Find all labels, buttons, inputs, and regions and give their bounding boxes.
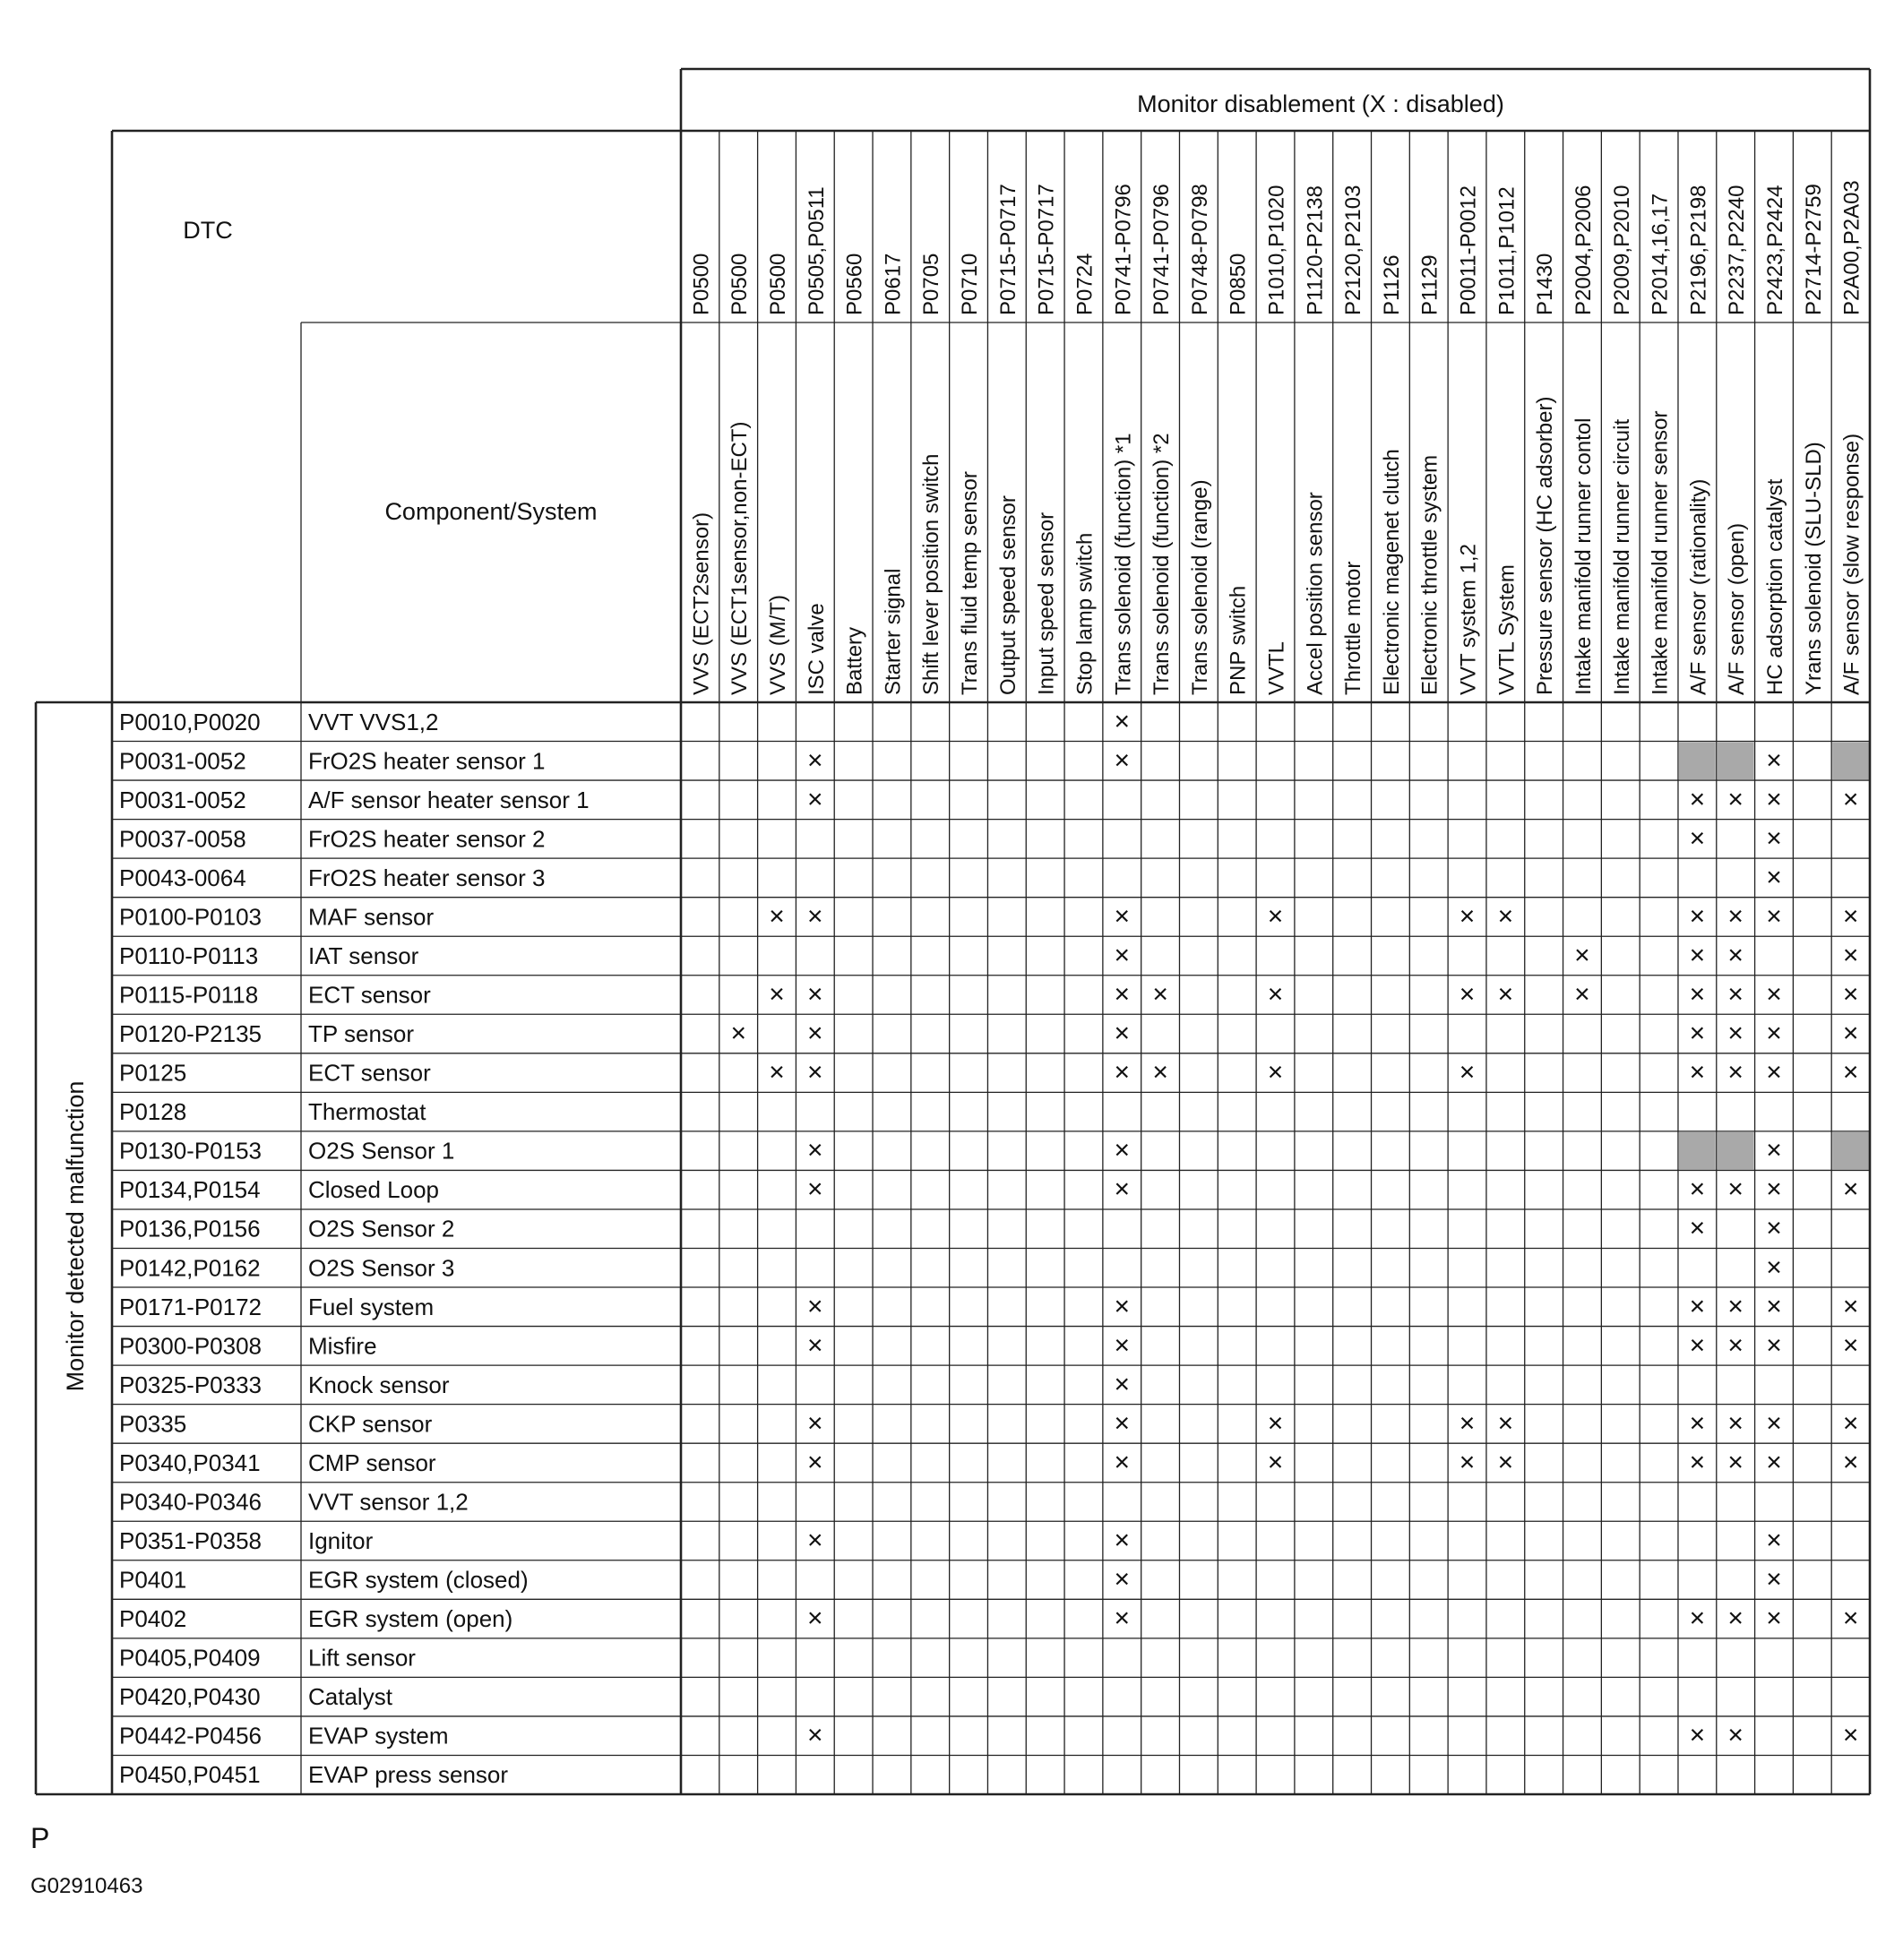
row-dtc: P0405,P0409 [119,1644,261,1672]
column-component: VVS (M/T) [766,595,791,695]
column-dtc: P0505,P0511 [804,186,829,315]
shaded-cell [1718,743,1754,780]
disabled-mark: × [807,784,823,814]
disabled-mark: × [1727,979,1744,1010]
disabled-mark: × [1114,1019,1131,1049]
row-component: O2S Sensor 2 [308,1215,455,1242]
row-dtc: P0125 [119,1059,187,1087]
column-component: VVTL [1264,640,1289,695]
column-dtc: P0850 [1226,253,1251,315]
disabled-mark: × [1689,1213,1706,1243]
row-component: ECT sensor [308,1059,431,1087]
disabled-mark: × [1689,940,1706,970]
column-dtc: P0748-P0798 [1187,184,1212,315]
disabled-mark: × [1114,706,1131,736]
column-component: VVS (ECT1sensor,non-ECT) [728,421,753,695]
disabled-mark: × [1766,1603,1782,1634]
row-dtc: P0401 [119,1566,187,1594]
disabled-mark: × [730,1019,746,1049]
disabled-mark: × [1114,1526,1131,1556]
disabled-mark: × [1114,940,1131,970]
disabled-mark: × [1497,1408,1514,1439]
column-component: PNP switch [1226,585,1251,695]
row-dtc: P0142,P0162 [119,1254,261,1282]
row-component: EGR system (open) [308,1605,513,1633]
disabled-mark: × [1842,901,1859,932]
row-dtc: P0351-P0358 [119,1527,263,1555]
disabled-mark: × [1842,1291,1859,1321]
disabled-mark: × [1689,1408,1706,1439]
row-component: Knock sensor [308,1371,450,1398]
row-component: Closed Loop [308,1176,439,1204]
column-dtc: P2237,P2240 [1725,185,1750,315]
disabled-mark: × [807,1447,823,1477]
column-component: A/F sensor (rationality) [1686,478,1711,695]
column-dtc: P0741-P0796 [1150,184,1175,315]
column-component: Stop lamp switch [1072,532,1098,695]
disabled-mark: × [1689,1057,1706,1087]
row-dtc: P0335 [119,1410,187,1438]
section-letter: P [30,1822,50,1854]
disabled-mark: × [1459,1057,1476,1087]
column-dtc: P2423,P2424 [1762,185,1787,315]
column-dtc: P1129 [1417,254,1442,315]
disabled-mark: × [1114,901,1131,932]
disabled-mark: × [807,901,823,932]
disabled-mark: × [807,1408,823,1439]
row-dtc: P0300-P0308 [119,1332,263,1360]
disabled-mark: × [1727,1447,1744,1477]
disabled-mark: × [1727,1019,1744,1049]
disabled-mark: × [1114,1135,1131,1165]
column-dtc: P0715-P0717 [1034,184,1059,315]
row-dtc: P0420,P0430 [119,1683,261,1711]
disabled-mark: × [1114,1174,1131,1205]
disabled-mark: × [1766,1291,1782,1321]
row-dtc: P0110-P0113 [119,941,259,969]
disabled-mark: × [1574,940,1590,970]
shaded-cell [1679,1132,1716,1170]
row-component: TP sensor [308,1020,415,1048]
row-dtc: P0402 [119,1605,187,1633]
disabled-mark: × [1766,1252,1782,1283]
row-component: Ignitor [308,1527,374,1555]
disabled-mark: × [1766,1408,1782,1439]
column-dtc: P0705 [919,253,944,315]
disabled-mark: × [1766,1019,1782,1049]
row-component: Catalyst [308,1683,392,1711]
disabled-mark: × [1689,901,1706,932]
row-dtc: P0043-0064 [119,864,246,891]
disabled-mark: × [807,979,823,1010]
column-dtc: P2196,P2198 [1686,185,1711,315]
column-dtc: P0617 [881,253,906,315]
disabled-mark: × [1766,1213,1782,1243]
row-component: MAF sensor [308,903,435,931]
column-component: ISC valve [804,603,829,695]
column-component: Pressure sensor (HC adsorber) [1533,396,1558,695]
column-component: Trans solenoid (range) [1187,479,1212,695]
column-dtc: P0724 [1072,253,1098,315]
disabled-mark: × [1727,1291,1744,1321]
row-component: VVT sensor 1,2 [308,1488,469,1516]
disabled-mark: × [1689,1447,1706,1477]
column-component: HC adsorption catalyst [1762,478,1787,695]
row-dtc: P0120-P2135 [119,1020,263,1048]
disabled-mark: × [1689,1330,1706,1361]
column-component: Throttle motor [1341,561,1366,695]
row-dtc: P0340,P0341 [119,1449,261,1476]
disabled-mark: × [1267,901,1284,932]
column-component: Trans solenoid (function) *1 [1111,433,1136,695]
disabled-mark: × [1459,1408,1476,1439]
disabled-mark: × [807,1135,823,1165]
column-dtc: P0500 [766,253,791,315]
column-dtc: P1010,P1020 [1264,185,1289,315]
column-dtc: P2714-P2759 [1801,184,1826,315]
disabled-mark: × [1842,940,1859,970]
row-component: EVAP press sensor [308,1761,509,1789]
disabled-mark: × [1727,1057,1744,1087]
row-component: IAT sensor [308,941,419,969]
disabled-mark: × [1727,1174,1744,1205]
column-component: Shift lever position switch [919,453,944,695]
disabled-mark: × [1766,1330,1782,1361]
disabled-mark: × [1497,1447,1514,1477]
column-component: Intake manifold runner circuit [1609,418,1634,695]
row-component: A/F sensor heater sensor 1 [308,786,590,813]
column-component: Battery [842,626,867,695]
disabled-mark: × [807,1603,823,1634]
column-component: VVTL System [1494,564,1520,695]
disabled-mark: × [1114,1369,1131,1399]
column-dtc: P0560 [842,253,867,315]
disabled-mark: × [1766,1526,1782,1556]
row-component: Fuel system [308,1293,435,1320]
column-component: Yrans solenoid (SLU-SLD) [1801,442,1826,695]
column-component: A/F sensor (slow response) [1839,433,1864,695]
disabled-mark: × [1727,1408,1744,1439]
disabled-mark: × [1727,1330,1744,1361]
row-dtc: P0442-P0456 [119,1722,263,1749]
column-dtc: P2A00,P2A03 [1839,180,1864,315]
disabled-mark: × [1766,901,1782,932]
disabled-mark: × [1842,1603,1859,1634]
row-component: ECT sensor [308,981,431,1009]
disabled-mark: × [769,979,785,1010]
column-dtc: P2004,P2006 [1571,185,1596,315]
column-dtc: P0011-P0012 [1456,185,1481,315]
disabled-mark: × [1114,1330,1131,1361]
monitor-disablement-title: Monitor disablement (X : disabled) [1137,90,1504,117]
disabled-mark: × [1152,1057,1168,1087]
column-component: Electronic magenet clutch [1379,449,1404,695]
disabled-mark: × [1114,1603,1131,1634]
column-dtc: P1011,P1012 [1494,186,1520,315]
disabled-mark: × [1766,979,1782,1010]
row-component: Misfire [308,1332,377,1360]
disabled-mark: × [1114,1408,1131,1439]
disabled-mark: × [1689,784,1706,814]
column-component: Trans fluid temp sensor [958,471,983,695]
disabled-mark: × [1114,1564,1131,1595]
column-dtc: P1120-P2138 [1303,185,1328,315]
disabled-mark: × [1766,1057,1782,1087]
shaded-cell [1832,743,1869,780]
disabled-mark: × [1689,1291,1706,1321]
disabled-mark: × [1152,979,1168,1010]
disabled-mark: × [1689,979,1706,1010]
disabled-mark: × [1766,862,1782,892]
disabled-mark: × [1842,784,1859,814]
column-dtc: P0500 [689,253,714,315]
disabled-mark: × [769,901,785,932]
disabled-mark: × [1267,979,1284,1010]
column-dtc: P0741-P0796 [1111,184,1136,315]
disabled-mark: × [1842,1330,1859,1361]
disabled-mark: × [1267,1408,1284,1439]
disabled-mark: × [1689,1603,1706,1634]
column-component: A/F sensor (open) [1725,522,1750,695]
row-component: FrO2S heater sensor 2 [308,825,546,853]
row-component: O2S Sensor 1 [308,1137,455,1165]
row-component: VVT VVS1,2 [308,708,439,735]
disabled-mark: × [1689,1019,1706,1049]
disabled-mark: × [1574,979,1590,1010]
shaded-cell [1679,743,1716,780]
row-dtc: P0031-0052 [119,747,246,775]
row-dtc: P0450,P0451 [119,1761,261,1789]
disabled-mark: × [1459,1447,1476,1477]
column-component: Trans solenoid (function) *2 [1150,433,1175,695]
row-component: O2S Sensor 3 [308,1254,455,1282]
disabled-mark: × [807,1526,823,1556]
disabled-mark: × [1689,1174,1706,1205]
row-dtc: P0130-P0153 [119,1137,263,1165]
row-component: FrO2S heater sensor 3 [308,864,546,891]
column-dtc: P2009,P2010 [1609,185,1634,315]
column-dtc: P0710 [958,253,983,315]
row-component: CKP sensor [308,1410,433,1438]
column-component: Electronic throttle system [1417,454,1442,695]
disabled-mark: × [1267,1447,1284,1477]
disabled-mark: × [1459,979,1476,1010]
disabled-mark: × [1766,1135,1782,1165]
row-dtc: P0325-P0333 [119,1371,263,1398]
column-component: VVT system 1,2 [1456,544,1481,695]
disabled-mark: × [807,1291,823,1321]
row-group-label: Monitor detected malfunction [62,1080,89,1392]
disabled-mark: × [1842,1447,1859,1477]
shaded-cell [1832,1132,1869,1170]
column-dtc: P0715-P0717 [995,184,1020,315]
disabled-mark: × [1114,1291,1131,1321]
disabled-mark: × [1727,1720,1744,1750]
disabled-mark: × [1459,901,1476,932]
disabled-mark: × [1114,1447,1131,1477]
disabled-mark: × [1842,979,1859,1010]
disabled-mark: × [807,745,823,776]
disabled-mark: × [1766,1174,1782,1205]
disabled-mark: × [1497,979,1514,1010]
disabled-mark: × [1114,979,1131,1010]
row-dtc: P0128 [119,1098,187,1126]
column-component: Input speed sensor [1034,511,1059,695]
column-component: Intake manifold runner contol [1571,417,1596,695]
disabled-mark: × [1689,823,1706,854]
disabled-mark: × [1766,823,1782,854]
row-dtc: P0136,P0156 [119,1215,261,1242]
column-component: VVS (ECT2sensor) [689,511,714,695]
disabled-mark: × [1114,1057,1131,1087]
column-dtc: P0500 [728,253,753,315]
row-component: EGR system (closed) [308,1566,529,1594]
disabled-mark: × [1842,1057,1859,1087]
row-dtc: P0134,P0154 [119,1176,261,1204]
column-component: Accel position sensor [1303,492,1328,695]
disabled-mark: × [807,1330,823,1361]
disabled-mark: × [1497,901,1514,932]
row-component: CMP sensor [308,1449,436,1476]
disabled-mark: × [1727,901,1744,932]
disabled-mark: × [1727,784,1744,814]
row-component: FrO2S heater sensor 1 [308,747,546,775]
row-component: Lift sensor [308,1644,416,1672]
component-system-header-label: Component/System [384,498,598,525]
disabled-mark: × [1727,940,1744,970]
disabled-mark: × [1842,1019,1859,1049]
row-dtc: P0171-P0172 [119,1293,263,1320]
column-component: Intake manifold runner sensor [1648,410,1673,695]
row-dtc: P0115-P0118 [119,981,259,1009]
row-dtc: P0100-P0103 [119,903,263,931]
figure-id: G02910463 [30,1874,143,1898]
column-dtc: P2120,P2103 [1341,185,1366,315]
dtc-header-label: DTC [183,217,233,244]
disabled-mark: × [807,1019,823,1049]
column-dtc: P2014,16,17 [1648,193,1673,315]
row-dtc: P0340-P0346 [119,1488,263,1516]
disabled-mark: × [1842,1720,1859,1750]
row-component: EVAP system [308,1722,449,1749]
row-dtc: P0031-0052 [119,786,246,813]
disabled-mark: × [1842,1408,1859,1439]
column-component: Output speed sensor [995,495,1020,695]
disabled-mark: × [1766,1447,1782,1477]
disabled-mark: × [1766,1564,1782,1595]
disabled-mark: × [1842,1174,1859,1205]
disabled-mark: × [1114,745,1131,776]
shaded-cell [1718,1132,1754,1170]
row-dtc: P0037-0058 [119,825,246,853]
column-dtc: P1126 [1379,254,1404,315]
disabled-mark: × [769,1057,785,1087]
column-dtc: P1430 [1533,253,1558,315]
disabled-mark: × [1267,1057,1284,1087]
row-component: Thermostat [308,1098,426,1126]
row-dtc: P0010,P0020 [119,708,261,735]
disabled-mark: × [1727,1603,1744,1634]
disabled-mark: × [807,1174,823,1205]
disabled-mark: × [1766,784,1782,814]
disabled-mark: × [807,1720,823,1750]
column-component: Starter signal [881,568,906,695]
disabled-mark: × [1689,1720,1706,1750]
disabled-mark: × [807,1057,823,1087]
disabled-mark: × [1766,745,1782,776]
